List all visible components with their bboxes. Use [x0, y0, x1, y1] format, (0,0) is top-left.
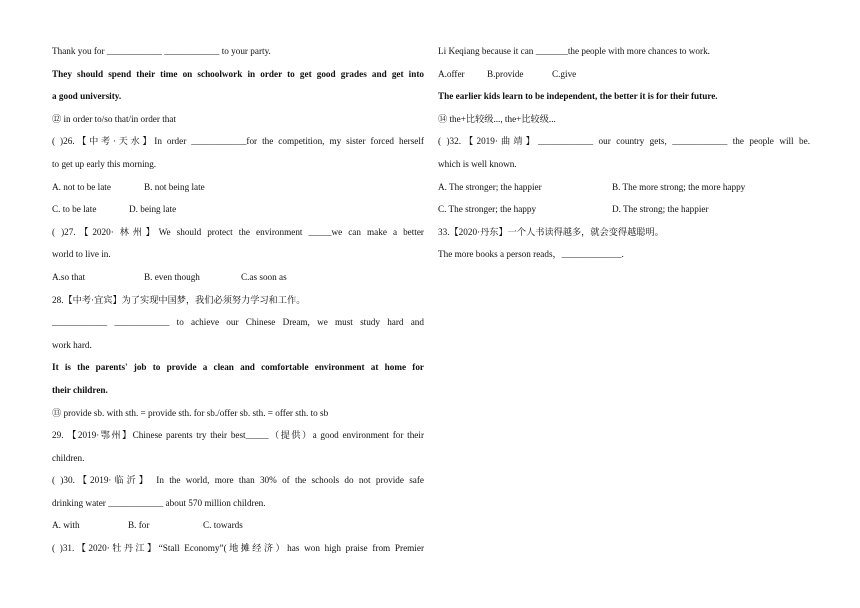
question-32: ( )32.【2019·曲靖】____________ our country gets, ____________ the people will be.	[438, 136, 810, 147]
grammar-point: ⑬ provide sb. with sth. = provide sth. for sb./offer sb. sth. = offer sth. to sb	[52, 407, 329, 418]
option-a: A. not to be late	[52, 181, 111, 192]
example-sentence: It is the parents' job to provide a clean and comfortable environment at home for	[52, 362, 424, 373]
option-c: C. The stronger; the happy	[438, 204, 537, 215]
question-31-cont: Li Keqiang because it can _______the people with more chances to work.	[438, 46, 710, 56]
option-b: B. even though	[144, 271, 200, 282]
left-column	[52, 40, 424, 560]
question-33: 33.【2020·丹东】一个人书读得越多，就会变得越聪明。	[438, 226, 664, 237]
question-30-cont: drinking water ____________ about 570 million children.	[52, 497, 266, 508]
example-sentence: They should spend their time on schoolwork in order to get good grades and get into	[52, 68, 424, 79]
option-b: B.provide	[487, 68, 524, 79]
question-26-cont: to get up early this morning.	[52, 158, 157, 169]
question-28-answer-line: ____________ ____________ to achieve our Chinese Dream, we must study hard and	[52, 317, 424, 328]
option-b: B. The more strong; the more happy	[612, 181, 746, 192]
grammar-point: ⑫ in order to/so that/in order that	[52, 113, 177, 124]
question-27: ( )27.【2020· 林州】We should protect the environment _____we can make a better	[52, 226, 424, 237]
question-29-cont: children.	[52, 452, 85, 463]
question-31: ( )31.【2020·牡丹江】“Stall Economy”(地摊经济）has won high praise from Premier	[52, 543, 424, 554]
option-c: C.as soon as	[241, 271, 287, 282]
q30-options-row	[52, 514, 424, 537]
question-27-cont: world to live in.	[52, 249, 111, 260]
option-c: C. to be late	[52, 204, 97, 215]
example-sentence: their children.	[52, 384, 108, 395]
option-a: A. with	[52, 520, 80, 531]
question-33-answer-line: The more books a person reads，_____________.	[438, 249, 624, 260]
question-26: ( )26.【中考·天水】In order ____________for the competition, my sister forced herself	[52, 136, 424, 147]
option-b: B. not being late	[144, 181, 205, 192]
option-c: C. towards	[203, 520, 243, 531]
q32-options-row	[438, 176, 810, 199]
right-column	[438, 40, 810, 266]
q26-options-row	[52, 176, 424, 199]
example-sentence: a good university.	[52, 91, 122, 102]
option-a: A.offer	[438, 68, 465, 79]
text-line: Thank you for ____________ ____________ to your party.	[52, 46, 271, 56]
q26-options-row-2	[52, 198, 424, 221]
grammar-point: ⑭ the+比较级..., the+比较级...	[438, 113, 556, 124]
option-d: D. being late	[129, 204, 177, 215]
question-28: 28.【中考·宜宾】为了实现中国梦，我们必须努力学习和工作。	[52, 294, 306, 305]
question-28-cont: work hard.	[52, 339, 92, 350]
example-sentence: The earlier kids learn to be independent, the better it is for their future.	[438, 91, 718, 102]
q32-options-row-2	[438, 198, 810, 221]
option-c: C.give	[552, 68, 577, 79]
q31-options-row	[438, 63, 810, 86]
option-b: B. for	[128, 520, 150, 531]
question-32-cont: which is well known.	[438, 158, 517, 169]
question-30: ( )30.【2019·临沂】 In the world, more than 30% of the schools do not provide safe	[52, 475, 424, 486]
option-d: D. The strong; the happier	[612, 204, 709, 215]
question-29: 29. 【2019·鄂州】Chinese parents try their best_____（提供）a good environment for their	[52, 430, 424, 441]
option-a: A.so that	[52, 271, 86, 282]
option-a: A. The stronger; the happier	[438, 181, 542, 192]
q27-options-row	[52, 266, 424, 289]
